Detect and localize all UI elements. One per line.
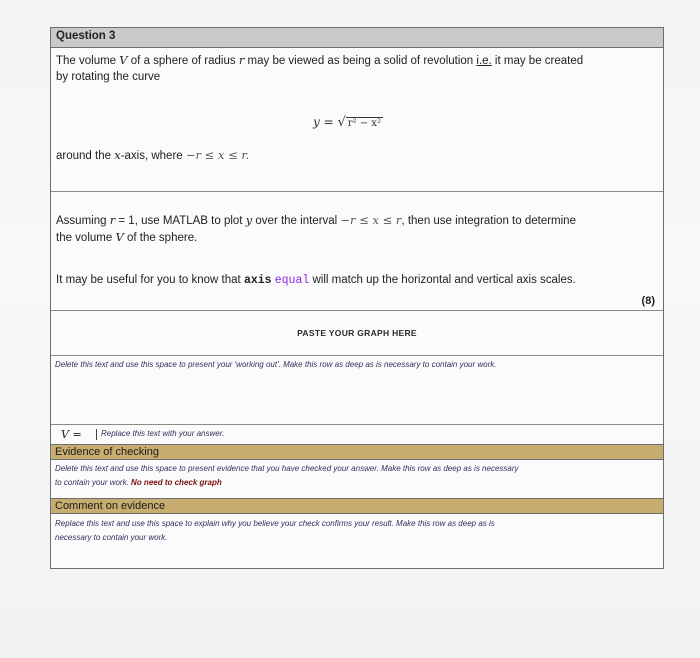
volume-symbol: V [119, 53, 128, 67]
evidence-note: No need to check graph [131, 478, 222, 487]
intro-text: of a sphere of radius [127, 55, 239, 67]
question-table [50, 27, 664, 569]
comment-text: necessary to contain your work. [55, 533, 168, 542]
answer-row [51, 428, 663, 441]
task-text: = 1, use MATLAB to plot [115, 215, 246, 227]
interval-condition: −r ≤ x ≤ r. [185, 148, 250, 162]
radius-symbol: r [238, 53, 245, 67]
task-text: Assuming [56, 215, 110, 227]
answer-label: V = [61, 428, 82, 441]
question-header [51, 28, 663, 48]
hint-text: It may be useful for you to know that [56, 274, 244, 286]
interval-condition: −r ≤ x ≤ r [340, 213, 402, 227]
comment-header [51, 498, 663, 514]
radius-symbol: r [109, 213, 116, 227]
task-line-2 [56, 229, 197, 247]
intro-text: The volume [56, 55, 120, 67]
code-axis: axis [243, 274, 272, 287]
ie-abbrev: i.e. [476, 55, 492, 67]
answer-field[interactable]: Replace this text with your answer. [101, 429, 225, 438]
evidence-text: Delete this text and use this space to present evidence that you have checked your answer. Make this row as deep as is necessary [55, 464, 519, 473]
intro-line-2: by rotating the curve [56, 71, 161, 83]
evidence-area[interactable] [55, 462, 659, 490]
row-divider [51, 424, 663, 425]
code-equal: equal [274, 274, 310, 287]
evidence-title: Evidence of checking [55, 446, 159, 458]
volume-symbol: V [115, 230, 124, 244]
row-divider [51, 191, 663, 192]
y-symbol: y [245, 213, 253, 227]
intro-text: may be viewed as being a solid of revolution [244, 55, 477, 67]
task-line-1 [56, 212, 660, 230]
row-divider [51, 310, 663, 311]
marks-label: (8) [641, 295, 655, 307]
equation-lhs: y = [313, 115, 334, 129]
comment-text: Replace this text and use this space to explain why you believe your check confirms your result. Make this row as deep as is [55, 519, 495, 528]
x-symbol: x [114, 148, 121, 162]
around-text: around the [56, 150, 115, 162]
task-text: , then use integration to determine [401, 215, 576, 227]
task-text: of the sphere. [123, 232, 198, 244]
task-text: the volume [56, 232, 116, 244]
curve-equation: y = √ r² − x² [313, 115, 381, 130]
hint-line [56, 272, 660, 289]
hint-text: will match up the horizontal and vertical axis scales. [309, 274, 576, 286]
around-axis-line [56, 147, 249, 165]
equation-radicand: r² − x² [347, 118, 381, 129]
row-divider [51, 355, 663, 356]
evidence-header [51, 444, 663, 460]
comment-title: Comment on evidence [55, 500, 166, 512]
evidence-text: to contain your work. [55, 478, 132, 487]
task-text: over the interval [252, 215, 341, 227]
around-text: -axis, where [120, 150, 186, 162]
intro-text: it may be created [491, 55, 584, 67]
graph-placeholder[interactable]: PASTE YOUR GRAPH HERE [297, 328, 417, 338]
comment-area[interactable] [55, 517, 659, 545]
working-area[interactable]: Delete this text and use this space to present your 'working out'. Make this row as deep as is necessary to contain your work. [55, 360, 497, 369]
answer-cursor-line [96, 429, 97, 440]
intro-line-1 [56, 52, 656, 70]
question-title: Question 3 [56, 30, 116, 42]
